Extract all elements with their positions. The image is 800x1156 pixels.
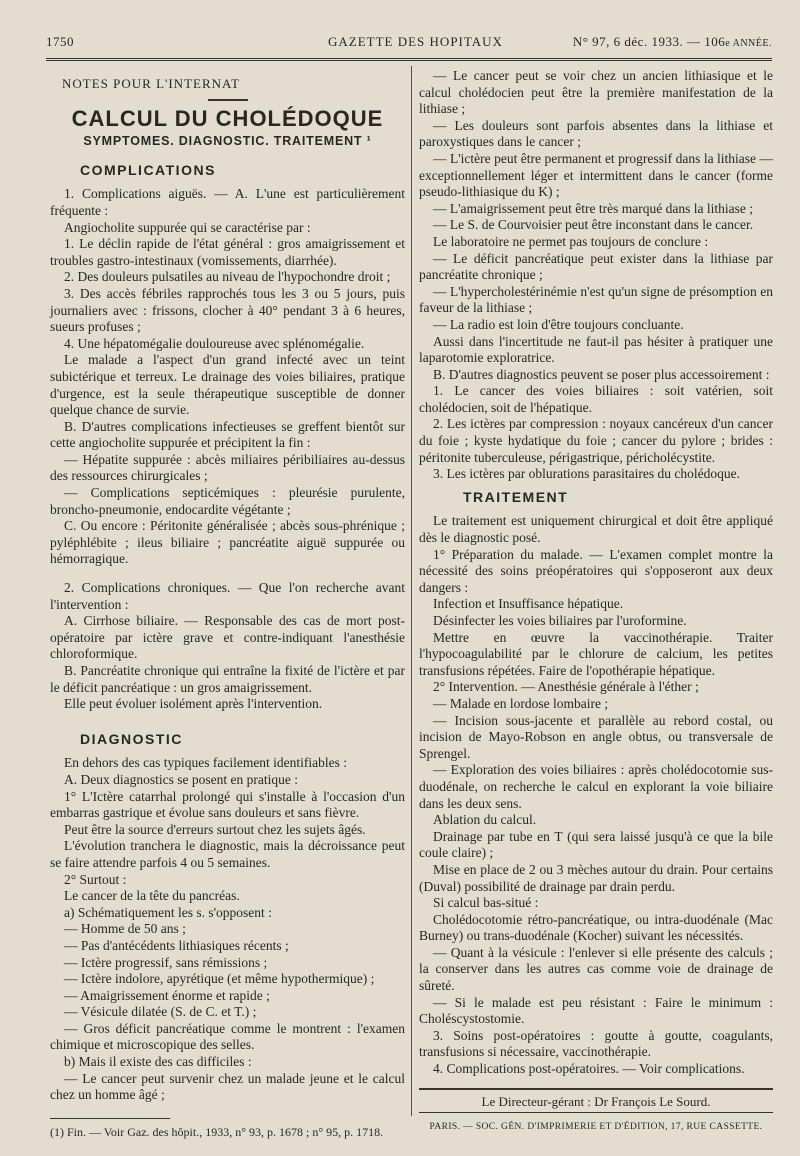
paragraph: — Vésicule dilatée (S. de C. et T.) ; bbox=[64, 1004, 257, 1020]
paragraph: — Le cancer peut survenir chez un malade jeune et le calcul chez un homme âgé ; bbox=[50, 1070, 405, 1103]
article-title: CALCUL DU CHOLÉDOQUE bbox=[71, 105, 384, 131]
paragraph: a) Schématiquement les s. s'opposent : bbox=[64, 904, 272, 920]
paragraph: Si calcul bas-situé : bbox=[433, 895, 539, 911]
paragraph: b) Mais il existe des cas difficiles : bbox=[64, 1054, 252, 1070]
footnote-rule bbox=[50, 1118, 170, 1119]
paragraph: B. D'autres diagnostics peuvent se poser plus accessoirement : bbox=[433, 366, 770, 382]
issue-date: N° 97, 6 déc. 1933. — 106 bbox=[572, 34, 726, 49]
paragraph: — Homme de 50 ans ; bbox=[64, 921, 186, 937]
traitement-text bbox=[419, 513, 773, 1077]
paragraph: — Le S. de Courvoisier peut être inconstant dans le cancer. bbox=[433, 217, 754, 233]
paragraph: — Exploration des voies biliaires : après cholédocotomie sus-duodénale, on recherche le calcul en explorant la voie biliaire dans les deux sens. bbox=[419, 762, 773, 811]
section-traitement: TRAITEMENT bbox=[463, 488, 569, 505]
paragraph: 3. Les ictères par oblurations parasitaires du cholédoque. bbox=[433, 466, 741, 482]
article-subtitle: SYMPTOMES. DIAGNOSTIC. TRAITEMENT ¹ bbox=[83, 134, 372, 149]
paragraph: 4. Complications post-opératoires. — Voir complications. bbox=[433, 1061, 745, 1077]
issue-info bbox=[573, 34, 772, 50]
paragraph: 4. Une hépatomégalie douloureuse avec splénomégalie. bbox=[64, 335, 365, 351]
diagnostic-continued bbox=[419, 68, 773, 483]
notes-rule bbox=[208, 99, 248, 101]
paragraph: — L'amaigrissement peut être très marqué dans la lithiase ; bbox=[433, 200, 753, 216]
paragraph: A. Deux diagnostics se posent en pratique : bbox=[64, 771, 298, 787]
paragraph: En dehors des cas typiques facilement identifiables : bbox=[64, 755, 348, 771]
paragraph: 1. Le déclin rapide de l'état général : gros amaigrissement et troubles gastro-intestinaux (vomissements, diarrhée). bbox=[50, 236, 405, 268]
directeur-gerant: Le Directeur-gérant : Dr François Le Sourd. bbox=[419, 1088, 773, 1114]
header-rule bbox=[46, 58, 772, 61]
paragraph: — Ictère indolore, apyrétique (et même hypothermique) ; bbox=[64, 971, 375, 987]
left-column bbox=[50, 68, 405, 1140]
paragraph: 2. Les ictères par compression : noyaux cancéreux d'un cancer du foie ; kyste hydatique du foie ; cancer du pylore ; brides : péritonite tuberculeuse, périgastrique, péricholécystite. bbox=[419, 416, 773, 465]
paragraph: Aussi dans l'incertitude ne faut-il pas hésiter à pratiquer une laparotomie exploratrice. bbox=[419, 333, 773, 366]
paragraph: Le laboratoire ne permet pas toujours de conclure : bbox=[433, 233, 709, 249]
paragraph: — L'ictère peut être permanent et progressif dans la lithiase — exceptionnellement léger et intermittent dans le cancer (forme pseudo-lithiasique du K) ; bbox=[419, 150, 773, 200]
paragraph: Désinfecter les voies biliaires par l'uroformine. bbox=[433, 613, 687, 628]
section-complications: COMPLICATIONS bbox=[80, 161, 216, 178]
paragraph: — Incision sous-jacente et parallèle au rebord costal, ou incision de Mayo-Robson en angle obtus, ou transversale de Sprengel. bbox=[419, 712, 773, 761]
paragraph: 1. Complications aiguës. — A. L'une est particulièrement fréquente : bbox=[50, 186, 405, 218]
printer-line: PARIS. — SOC. GÉN. D'IMPRIMERIE ET D'ÉDITION, 17, RUE CASSETTE. bbox=[429, 1122, 763, 1133]
paragraph: — Pas d'antécédents lithiasiques récents ; bbox=[64, 937, 289, 953]
paragraph: 2° Surtout : bbox=[64, 871, 127, 887]
paragraph: — La radio est loin d'être toujours concluante. bbox=[433, 316, 684, 332]
paragraph: Drainage par tube en T (qui sera laissé jusqu'à ce que la bile coule claire) ; bbox=[419, 828, 773, 861]
paragraph: 2. Complications chroniques. — Que l'on recherche avant l'intervention : bbox=[50, 580, 405, 612]
paragraph: — Ictère progressif, sans rémissions ; bbox=[64, 954, 268, 970]
paragraph: Le malade a l'aspect d'un grand infecté avec un teint subictérique et terreux. Le drainage des voies biliaires, pratique d'urgence, est la seule thérapeutique susceptible de donner quelque chance de survie. bbox=[50, 352, 405, 418]
paragraph: Infection et Insuffisance hépatique. bbox=[433, 596, 624, 612]
paragraph: Peut être la source d'erreurs surtout chez les sujets âgés. bbox=[64, 821, 366, 837]
diagnostic-text bbox=[50, 755, 405, 1103]
paragraph: 3. Soins post-opératoires : goutte à goutte, coagulants, transfusions si nécessaire, vaccinothérapie. bbox=[419, 1027, 773, 1060]
journal-title: GAZETTE DES HOPITAUX bbox=[328, 34, 503, 49]
right-column bbox=[419, 68, 773, 1136]
paragraph: C. Ou encore : Péritonite généralisée ; abcès sous-phrénique ; pyléphlébite ; ileus biliaire ; pancréatite aiguë suppurée ou hémorragique. bbox=[50, 518, 405, 567]
section-diagnostic: DIAGNOSTIC bbox=[80, 730, 183, 747]
notes-heading: NOTES POUR L'INTERNAT bbox=[62, 76, 240, 91]
paragraph: 2. Des douleurs pulsatiles au niveau de l'hypochondre droit ; bbox=[64, 269, 391, 285]
paragraph: — Malade en lordose lombaire ; bbox=[433, 695, 609, 711]
paragraph: Ablation du calcul. bbox=[433, 812, 537, 828]
footnote: (1) Fin. — Voir Gaz. des hôpit., 1933, n° 93, p. 1678 ; n° 95, p. 1718. bbox=[50, 1124, 384, 1139]
paragraph: — Complications septicémiques : pleurésie purulente, broncho-pneumonie, endocardite végétante ; bbox=[50, 485, 405, 517]
paragraph: — Hépatite suppurée : abcès miliaires péribiliaires au-dessus des ressources chirurgicales ; bbox=[50, 451, 405, 484]
paragraph: — Quant à la vésicule : l'enlever si elle présente des calculs ; la conserver dans les autres cas comme voie de drainage de sûreté. bbox=[419, 944, 773, 994]
paragraph: — Gros déficit pancréatique comme le montrent : l'examen chimique et microscopique des selles. bbox=[50, 1020, 405, 1053]
paragraph: — Le cancer peut se voir chez un ancien lithiasique et le calcul cholédocien peut être la première manifestation de la lithiase ; bbox=[419, 68, 773, 117]
paragraph: — L'hypercholestérinémie n'est qu'un signe de présomption en faveur de la lithiase ; bbox=[419, 283, 773, 316]
paragraph: B. D'autres complications infectieuses se greffent bientôt sur cette angiocholite suppurée et précipitent la fin : bbox=[50, 418, 405, 451]
column-divider bbox=[411, 66, 412, 1116]
complications-aigues bbox=[50, 186, 405, 568]
paragraph: 1. Le cancer des voies biliaires : soit vatérien, soit cholédocien, soit de l'hépatique. bbox=[419, 383, 773, 415]
paragraph: Mettre en œuvre la vaccinothérapie. Traiter l'hypocoagulabilité par le chlorure de calcium, les petites transfusions répétées. Faire de l'opothérapie hépatique. bbox=[419, 629, 773, 678]
issue-year-suffix: e ANNÉE. bbox=[725, 38, 772, 49]
page-header bbox=[46, 30, 772, 50]
paragraph: B. Pancréatite chronique qui entraîne la fixité de l'ictère et par le déficit pancréatique : un gros amaigrissement. bbox=[50, 663, 405, 695]
paragraph: L'évolution tranchera le diagnostic, mais la décroissance peut se faire attendre parfois 4 ou 5 semaines. bbox=[50, 838, 405, 870]
spacer bbox=[50, 568, 405, 580]
paragraph: Mise en place de 2 ou 3 mèches autour du drain. Pour certains (Duval) possibilité de drainage par drain perdu. bbox=[419, 861, 773, 894]
paragraph: 3. Des accès fébriles rapprochés tous les 3 ou 5 jours, puis journaliers avec : frissons, clocher à 40° pendant 3 à 6 heures, sueurs profuses ; bbox=[50, 285, 405, 335]
paragraph: 1° L'Ictère catarrhal prolongé qui s'installe à l'occasion d'un embarras gastrique et évolue sans douleurs et sans fièvre. bbox=[50, 788, 405, 821]
page-number: 1750 bbox=[46, 34, 74, 49]
spacer bbox=[50, 713, 405, 725]
paragraph: — Amaigrissement énorme et rapide ; bbox=[64, 987, 270, 1003]
paragraph: A. Cirrhose biliaire. — Responsable des cas de mort post-opératoire par ictère grave et contre-indiquant l'anesthésie chloroformique. bbox=[50, 613, 405, 662]
paragraph: — Les douleurs sont parfois absentes dans la lithiase et paroxystiques dans le cancer ; bbox=[419, 117, 773, 150]
paragraph: Le cancer de la tête du pancréas. bbox=[64, 888, 240, 904]
paragraph: 1° Préparation du malade. — L'examen complet montre la nécessité des soins préopératoires qui s'opposeront aux deux dangers : bbox=[419, 546, 773, 595]
paragraph: Elle peut évoluer isolément après l'intervention. bbox=[64, 696, 323, 712]
paragraph: 2° Intervention. — Anesthésie générale à l'éther ; bbox=[433, 679, 699, 695]
paragraph: Le traitement est uniquement chirurgical et doit être appliqué dès le diagnostic posé. bbox=[419, 513, 773, 546]
paragraph: — Le déficit pancréatique peut exister dans la lithiase par pancréatite chronique ; bbox=[419, 250, 773, 283]
complications-chroniques bbox=[50, 580, 405, 713]
paragraph: Angiocholite suppurée qui se caractérise par : bbox=[64, 219, 311, 235]
paragraph: — Si le malade est peu résistant : Faire le minimum : Choléscystostomie. bbox=[419, 994, 773, 1027]
paragraph: Cholédocotomie rétro-pancréatique, ou intra-duodénale (Mac Burney) ou trans-duodénale (Kocher) suivant les nécessités. bbox=[419, 911, 773, 944]
